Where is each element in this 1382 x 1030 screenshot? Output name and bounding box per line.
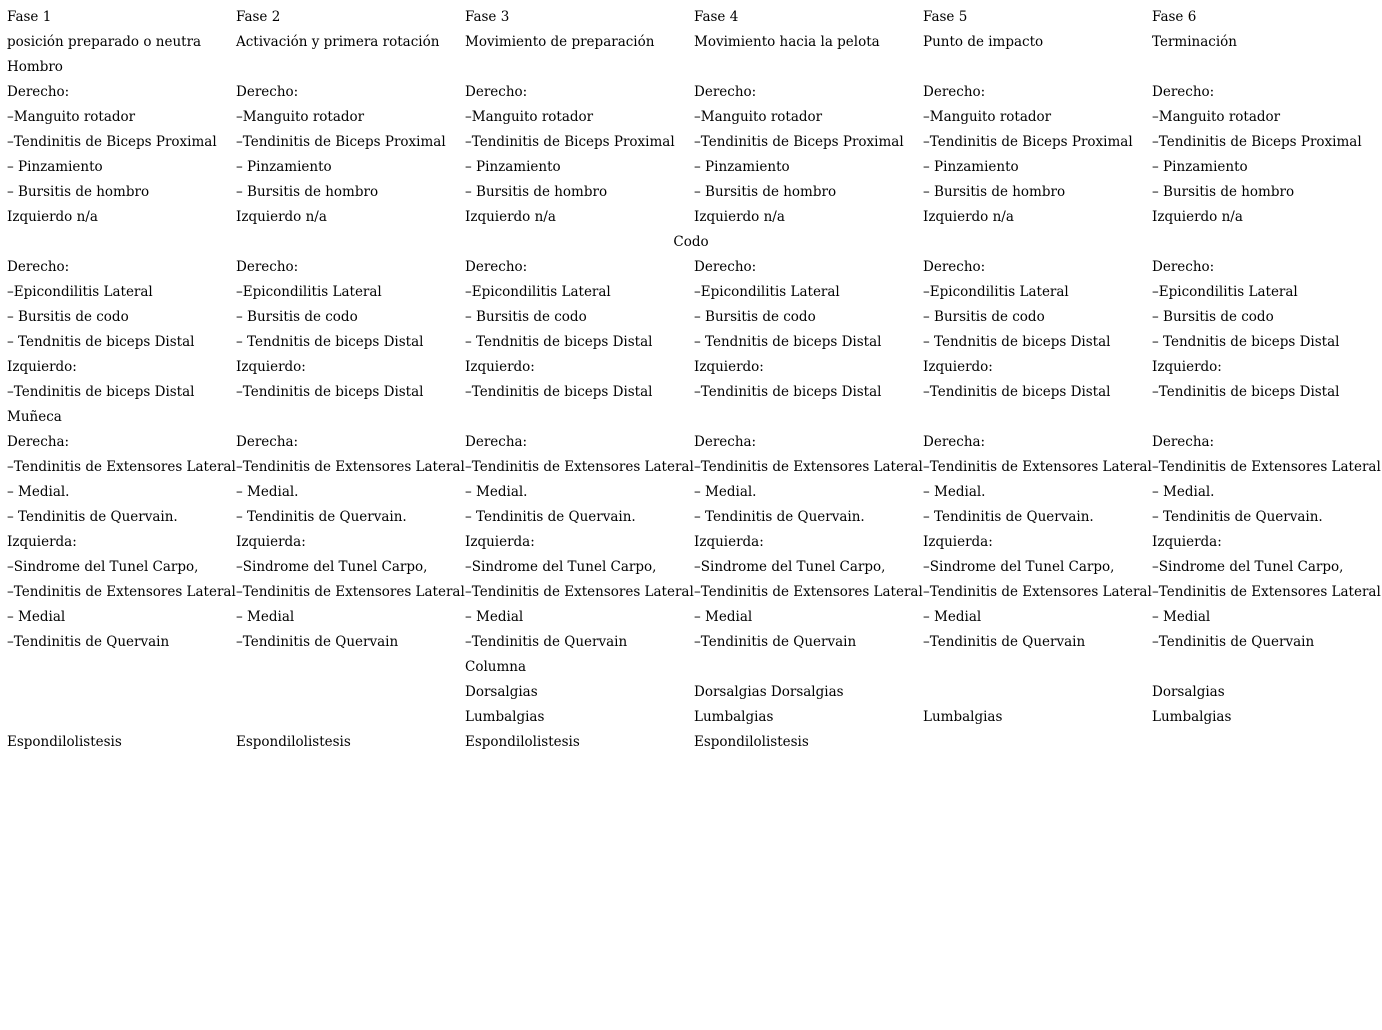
elbow-right-heading-row — [0, 255, 1382, 280]
wrist-left-heading-row-cell: Izquierda: — [236, 534, 306, 550]
wrist-left-item-row-cell: –Tendinitis de Extensores Lateral — [694, 584, 923, 600]
elbow-right-item-row-cell: – Tendnitis de biceps Distal — [1152, 334, 1340, 350]
wrist-right-item-row-cell: – Tendinitis de Quervain. — [465, 509, 636, 525]
wrist-left-item-row-cell: –Tendinitis de Quervain — [923, 634, 1086, 650]
elbow-right-item-row-cell: – Bursitis de codo — [923, 309, 1045, 325]
section-elbow-row — [0, 230, 1382, 255]
elbow-right-item-row-cell: –Epicondilitis Lateral — [236, 284, 382, 300]
elbow-right-heading-row-cell: Derecho: — [694, 259, 757, 275]
wrist-right-item-row — [0, 455, 1382, 480]
elbow-left-heading-row-cell: Izquierdo: — [236, 359, 306, 375]
phase-name-row-cell: posición preparado o neutra — [7, 34, 202, 50]
shoulder-item-row-cell: – Pinzamiento — [1152, 159, 1248, 175]
phase-header-row-cell: Fase 1 — [7, 9, 52, 25]
shoulder-item-row-cell: –Tendinitis de Biceps Proximal — [1152, 134, 1362, 150]
elbow-left-item-row-cell: –Tendinitis de biceps Distal — [694, 384, 882, 400]
spine-dorsal-row-cell: Dorsalgias Dorsalgias — [694, 684, 844, 700]
wrist-right-item-row-cell: –Tendinitis de Extensores Lateral — [236, 459, 465, 475]
wrist-left-item-row-cell: –Tendinitis de Quervain — [236, 634, 399, 650]
elbow-right-item-row — [0, 280, 1382, 305]
spine-dorsal-row — [0, 680, 1382, 705]
wrist-left-heading-row-cell: Izquierda: — [923, 534, 993, 550]
shoulder-item-row-cell: –Tendinitis de Biceps Proximal — [7, 134, 217, 150]
wrist-right-item-row-cell: – Tendinitis de Quervain. — [1152, 509, 1323, 525]
spine-lumbar-row-cell: Lumbalgias — [923, 709, 1003, 725]
spine-spondylolisthesis-row-cell: Espondilolistesis — [694, 734, 809, 750]
section-wrist-row — [0, 405, 1382, 430]
shoulder-right-heading-row — [0, 80, 1382, 105]
elbow-right-item-row — [0, 305, 1382, 330]
elbow-right-item-row-cell: – Tendnitis de biceps Distal — [236, 334, 424, 350]
elbow-left-item-row-cell: –Tendinitis de biceps Distal — [7, 384, 195, 400]
shoulder-left-row-cell: Izquierdo n/a — [236, 209, 327, 225]
wrist-left-item-row-cell: – Medial — [694, 609, 753, 625]
phase-header-row — [0, 5, 1382, 30]
spine-lumbar-row-cell: Lumbalgias — [465, 709, 545, 725]
wrist-left-item-row-cell: –Tendinitis de Extensores Lateral — [923, 584, 1152, 600]
wrist-right-item-row — [0, 480, 1382, 505]
elbow-left-heading-row-cell: Izquierdo: — [923, 359, 993, 375]
section-title-wrist: Muñeca — [7, 409, 62, 425]
elbow-right-heading-row-cell: Derecho: — [7, 259, 70, 275]
elbow-right-heading-row-cell: Derecho: — [465, 259, 528, 275]
shoulder-item-row — [0, 155, 1382, 180]
wrist-left-item-row-cell: – Medial — [923, 609, 982, 625]
wrist-left-item-row — [0, 555, 1382, 580]
shoulder-item-row-cell: –Manguito rotador — [694, 109, 823, 125]
shoulder-right-heading-row-cell: Derecho: — [694, 84, 757, 100]
wrist-left-item-row — [0, 580, 1382, 605]
shoulder-right-heading-row-cell: Derecho: — [236, 84, 299, 100]
elbow-right-item-row-cell: –Epicondilitis Lateral — [694, 284, 840, 300]
elbow-left-heading-row-cell: Izquierdo: — [1152, 359, 1222, 375]
spine-lumbar-row-cell: Lumbalgias — [694, 709, 774, 725]
shoulder-item-row-cell: –Tendinitis de Biceps Proximal — [694, 134, 904, 150]
wrist-left-heading-row-cell: Izquierda: — [694, 534, 764, 550]
elbow-right-item-row-cell: –Epicondilitis Lateral — [465, 284, 611, 300]
phase-header-row-cell: Fase 5 — [923, 9, 968, 25]
shoulder-item-row-cell: – Pinzamiento — [7, 159, 103, 175]
shoulder-left-row-cell: Izquierdo n/a — [923, 209, 1014, 225]
wrist-right-item-row-cell: –Tendinitis de Extensores Lateral — [1152, 459, 1381, 475]
shoulder-item-row-cell: –Manguito rotador — [7, 109, 136, 125]
shoulder-item-row — [0, 180, 1382, 205]
elbow-left-heading-row-cell: Izquierdo: — [7, 359, 77, 375]
shoulder-item-row-cell: – Pinzamiento — [694, 159, 790, 175]
wrist-left-heading-row-cell: Izquierda: — [1152, 534, 1222, 550]
phase-name-row-cell: Terminación — [1152, 34, 1237, 50]
wrist-right-item-row-cell: – Medial. — [694, 484, 757, 500]
shoulder-item-row-cell: – Bursitis de hombro — [923, 184, 1066, 200]
elbow-right-heading-row-cell: Derecho: — [923, 259, 986, 275]
shoulder-item-row-cell: –Tendinitis de Biceps Proximal — [236, 134, 446, 150]
shoulder-item-row-cell: – Pinzamiento — [465, 159, 561, 175]
wrist-right-item-row-cell: –Tendinitis de Extensores Lateral — [694, 459, 923, 475]
elbow-left-heading-row-cell: Izquierdo: — [465, 359, 535, 375]
elbow-left-item-row-cell: –Tendinitis de biceps Distal — [465, 384, 653, 400]
elbow-left-item-row-cell: –Tendinitis de biceps Distal — [923, 384, 1111, 400]
wrist-left-item-row-cell: –Sindrome del Tunel Carpo, — [236, 559, 428, 575]
phase-name-row-cell: Movimiento de preparación — [465, 34, 655, 50]
wrist-right-heading-row-cell: Derecha: — [694, 434, 757, 450]
section-title-elbow: Codo — [673, 234, 709, 250]
wrist-left-item-row-cell: –Sindrome del Tunel Carpo, — [1152, 559, 1344, 575]
elbow-left-item-row — [0, 380, 1382, 405]
elbow-right-item-row-cell: –Epicondilitis Lateral — [923, 284, 1069, 300]
shoulder-item-row-cell: – Bursitis de hombro — [7, 184, 150, 200]
wrist-left-item-row-cell: –Tendinitis de Quervain — [7, 634, 170, 650]
wrist-left-item-row-cell: – Medial — [236, 609, 295, 625]
wrist-right-heading-row-cell: Derecha: — [923, 434, 986, 450]
phase-header-row-cell: Fase 6 — [1152, 9, 1197, 25]
elbow-right-item-row-cell: –Epicondilitis Lateral — [1152, 284, 1298, 300]
phase-name-row-cell: Punto de impacto — [923, 34, 1044, 50]
wrist-left-item-row-cell: –Tendinitis de Extensores Lateral — [465, 584, 694, 600]
wrist-right-item-row — [0, 505, 1382, 530]
wrist-right-item-row-cell: – Tendinitis de Quervain. — [7, 509, 178, 525]
elbow-right-item-row-cell: –Epicondilitis Lateral — [7, 284, 153, 300]
elbow-right-heading-row-cell: Derecho: — [1152, 259, 1215, 275]
wrist-left-item-row — [0, 630, 1382, 655]
shoulder-item-row — [0, 105, 1382, 130]
elbow-right-item-row — [0, 330, 1382, 355]
shoulder-item-row-cell: – Pinzamiento — [236, 159, 332, 175]
shoulder-right-heading-row-cell: Derecho: — [7, 84, 70, 100]
wrist-left-item-row-cell: –Tendinitis de Quervain — [465, 634, 628, 650]
phase-header-row-cell: Fase 2 — [236, 9, 281, 25]
shoulder-left-row-cell: Izquierdo n/a — [465, 209, 556, 225]
wrist-right-heading-row — [0, 430, 1382, 455]
elbow-right-item-row-cell: – Bursitis de codo — [1152, 309, 1274, 325]
elbow-right-item-row-cell: – Bursitis de codo — [7, 309, 129, 325]
section-shoulder-row — [0, 55, 1382, 80]
section-title-spine: Columna — [465, 659, 527, 675]
wrist-left-item-row-cell: –Tendinitis de Quervain — [694, 634, 857, 650]
wrist-left-heading-row-cell: Izquierda: — [7, 534, 77, 550]
shoulder-left-row-cell: Izquierdo n/a — [694, 209, 785, 225]
shoulder-left-row — [0, 205, 1382, 230]
phase-name-row-cell: Activación y primera rotación — [236, 34, 440, 50]
shoulder-left-row-cell: Izquierdo n/a — [1152, 209, 1243, 225]
elbow-right-item-row-cell: – Tendnitis de biceps Distal — [465, 334, 653, 350]
elbow-left-heading-row — [0, 355, 1382, 380]
wrist-right-heading-row-cell: Derecha: — [7, 434, 70, 450]
wrist-right-item-row-cell: – Tendinitis de Quervain. — [923, 509, 1094, 525]
shoulder-item-row-cell: – Bursitis de hombro — [236, 184, 379, 200]
wrist-right-item-row-cell: – Medial. — [1152, 484, 1215, 500]
wrist-left-item-row-cell: – Medial — [465, 609, 524, 625]
elbow-left-item-row-cell: –Tendinitis de biceps Distal — [236, 384, 424, 400]
spine-lumbar-row-cell: Lumbalgias — [1152, 709, 1232, 725]
wrist-left-item-row-cell: –Sindrome del Tunel Carpo, — [694, 559, 886, 575]
wrist-left-heading-row — [0, 530, 1382, 555]
phase-header-row-cell: Fase 4 — [694, 9, 739, 25]
wrist-left-item-row-cell: –Tendinitis de Quervain — [1152, 634, 1315, 650]
shoulder-right-heading-row-cell: Derecho: — [1152, 84, 1215, 100]
wrist-right-item-row-cell: –Tendinitis de Extensores Lateral — [923, 459, 1152, 475]
shoulder-item-row — [0, 130, 1382, 155]
phase-injury-document — [0, 5, 1382, 755]
elbow-right-heading-row-cell: Derecho: — [236, 259, 299, 275]
wrist-right-heading-row-cell: Derecha: — [465, 434, 528, 450]
elbow-left-item-row-cell: –Tendinitis de biceps Distal — [1152, 384, 1340, 400]
wrist-left-item-row-cell: – Medial — [7, 609, 66, 625]
wrist-left-item-row — [0, 605, 1382, 630]
shoulder-item-row-cell: – Bursitis de hombro — [1152, 184, 1295, 200]
wrist-right-heading-row-cell: Derecha: — [236, 434, 299, 450]
shoulder-item-row-cell: –Manguito rotador — [1152, 109, 1281, 125]
phase-name-row — [0, 30, 1382, 55]
elbow-right-item-row-cell: – Tendnitis de biceps Distal — [7, 334, 195, 350]
shoulder-item-row-cell: – Pinzamiento — [923, 159, 1019, 175]
elbow-right-item-row-cell: – Bursitis de codo — [236, 309, 358, 325]
spine-lumbar-row — [0, 705, 1382, 730]
spine-spondylolisthesis-row-cell: Espondilolistesis — [465, 734, 580, 750]
elbow-right-item-row-cell: – Bursitis de codo — [694, 309, 816, 325]
spine-dorsal-row-cell: Dorsalgias — [1152, 684, 1225, 700]
shoulder-item-row-cell: –Manguito rotador — [465, 109, 594, 125]
wrist-left-item-row-cell: –Tendinitis de Extensores Lateral — [1152, 584, 1381, 600]
wrist-left-item-row-cell: –Tendinitis de Extensores Lateral — [236, 584, 465, 600]
shoulder-item-row-cell: –Tendinitis de Biceps Proximal — [465, 134, 675, 150]
wrist-right-item-row-cell: –Tendinitis de Extensores Lateral — [465, 459, 694, 475]
wrist-left-item-row-cell: – Medial — [1152, 609, 1211, 625]
wrist-right-heading-row-cell: Derecha: — [1152, 434, 1215, 450]
spine-spondylolisthesis-row-cell: Espondilolistesis — [7, 734, 122, 750]
section-spine-row — [0, 655, 1382, 680]
wrist-right-item-row-cell: – Tendinitis de Quervain. — [694, 509, 865, 525]
wrist-right-item-row-cell: – Medial. — [236, 484, 299, 500]
wrist-left-item-row-cell: –Sindrome del Tunel Carpo, — [465, 559, 657, 575]
wrist-right-item-row-cell: – Medial. — [923, 484, 986, 500]
wrist-left-item-row-cell: –Tendinitis de Extensores Lateral — [7, 584, 236, 600]
shoulder-item-row-cell: –Tendinitis de Biceps Proximal — [923, 134, 1133, 150]
phase-name-row-cell: Movimiento hacia la pelota — [694, 34, 880, 50]
shoulder-right-heading-row-cell: Derecho: — [923, 84, 986, 100]
shoulder-item-row-cell: –Manguito rotador — [236, 109, 365, 125]
spine-dorsal-row-cell: Dorsalgias — [465, 684, 538, 700]
wrist-right-item-row-cell: – Medial. — [465, 484, 528, 500]
wrist-right-item-row-cell: – Tendinitis de Quervain. — [236, 509, 407, 525]
spine-spondylolisthesis-row — [0, 730, 1382, 755]
elbow-right-item-row-cell: – Tendnitis de biceps Distal — [694, 334, 882, 350]
elbow-left-heading-row-cell: Izquierdo: — [694, 359, 764, 375]
wrist-left-item-row-cell: –Sindrome del Tunel Carpo, — [7, 559, 199, 575]
wrist-left-heading-row-cell: Izquierda: — [465, 534, 535, 550]
elbow-right-item-row-cell: – Bursitis de codo — [465, 309, 587, 325]
wrist-left-item-row-cell: –Sindrome del Tunel Carpo, — [923, 559, 1115, 575]
spine-spondylolisthesis-row-cell: Espondilolistesis — [236, 734, 351, 750]
wrist-right-item-row-cell: – Medial. — [7, 484, 70, 500]
phase-header-row-cell: Fase 3 — [465, 9, 510, 25]
shoulder-item-row-cell: –Manguito rotador — [923, 109, 1052, 125]
shoulder-left-row-cell: Izquierdo n/a — [7, 209, 98, 225]
shoulder-right-heading-row-cell: Derecho: — [465, 84, 528, 100]
elbow-right-item-row-cell: – Tendnitis de biceps Distal — [923, 334, 1111, 350]
wrist-right-item-row-cell: –Tendinitis de Extensores Lateral — [7, 459, 236, 475]
section-title-shoulder: Hombro — [7, 59, 63, 75]
shoulder-item-row-cell: – Bursitis de hombro — [694, 184, 837, 200]
shoulder-item-row-cell: – Bursitis de hombro — [465, 184, 608, 200]
